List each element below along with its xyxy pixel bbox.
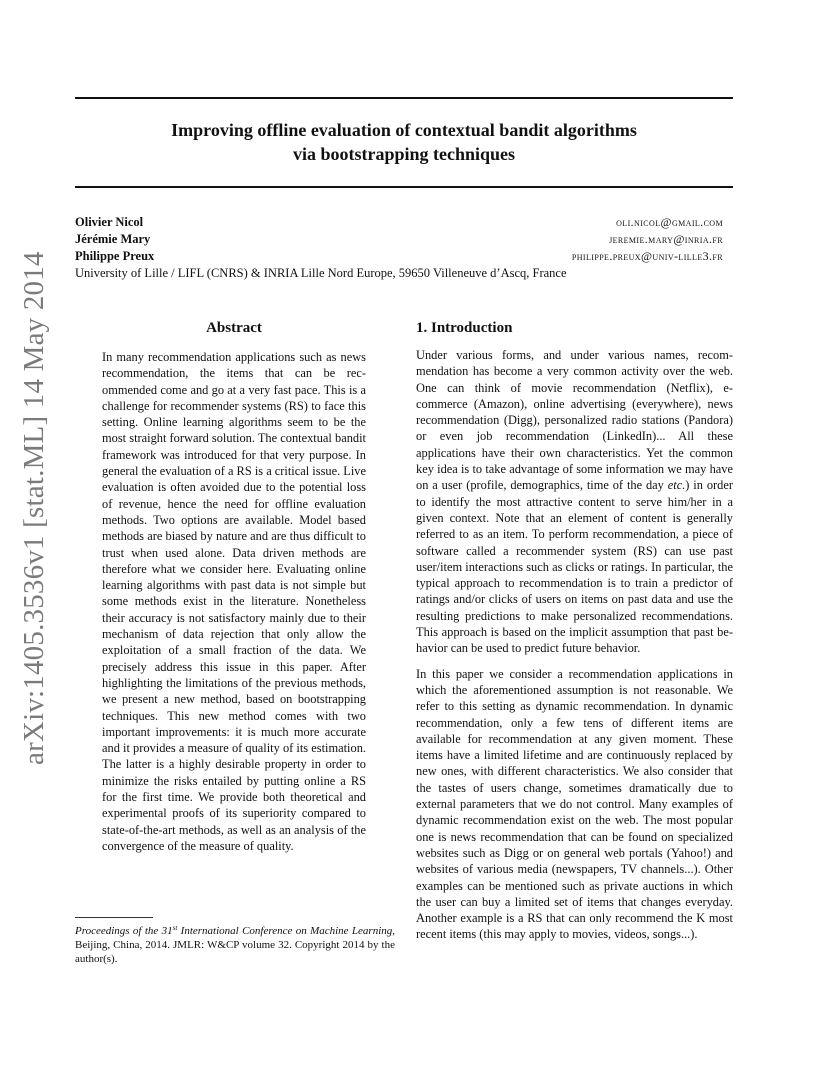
paper-title-line-1: Improving offline evaluation of contextual bandit algorithms (171, 120, 637, 140)
author-email: philippe.preux@univ-lille3.fr (571, 249, 723, 263)
author-affiliation: University of Lille / LIFL (CNRS) & INRIA Lille Nord Europe, 59650 Villeneuve d’Ascq, France (75, 266, 567, 280)
footnote-rule (75, 917, 153, 918)
author-name: Olivier Nicol (75, 215, 144, 229)
footnote-venue (75, 925, 392, 937)
footnote-ordinal-suffix: st (172, 924, 178, 932)
author-row (75, 214, 723, 230)
author-name: Jérémie Mary (75, 232, 151, 246)
abstract-paragraph: In many recommendation applications such as news recommendation, the items that can be recommended come and go at a very fast pace. This is a challenge for recommender systems (RS) to face this setting. Online learning algorithms seem to be the most straight forward solution. The contextual bandit framework was introduced for that very purpose. In general the evaluation of a RS is a critical issue. Live evaluation is often avoided due to the potential loss of revenue, hence the need for offline evaluation methods. Two options are available. Model based methods are biased by nature and are thus difficult to trust when used alone. Data driven methods are therefore what we consider here. Evaluating online learning algorithms with past data is not simple but some methods exist in the literature. Nonetheless their accuracy is not satisfactory mainly due to their mechanism of data rejection that only allow the exploitation of a small fraction of the data. We precisely address this issue in this paper. After highlighting the limitations of the previous methods, we present a new method, based on bootstrapping techniques. This new method comes with two important improvements: it is much more accurate and it provides a measure of quality of its estimation. The latter is a highly desirable property in order to minimize the risks entailed by putting online a RS for the first time. We provide both theoretical and experimental proofs of its superiority compared to state-of-the-art methods, as well as an analysis of the convergence of the measure of quality. (102, 350, 366, 853)
paper-title-line-2: via bootstrapping techniques (292, 144, 516, 164)
intro-text-segment: Under various forms, and under various names, recommendation has become a very common activity over the web. One can think of movie recommendation (Netflix), e-commerce (Amazon), online advertising (everywhere), news recommendation (Digg), personalized radio stations (Pandora) or even job recommendation (LinkedIn)... All these applications have their own characteristics. Yet the common key idea is to take advantage of some information we may have on a user (profile, demographics, time of the day (416, 348, 733, 493)
arxiv-identifier-stamp: arXiv:1405.3536v1 [stat.ML] 14 May 2014 (18, 251, 50, 765)
intro-text-segment: ) in order to identify the most attractive content to serve him/her in a given context. Note that an element of content is generally referred to as an item. To perform recommendation, a piece of software called a recommender system (RS) can use past user/item interactions such as clicks or ratings. In particular, the typical approach to recommendation is to train a predictor of ratings and/or clicks of users on items on past data and use the resulting predictions to make personalized recommendations. This approach is based on the implicit assumption that past behavior can be used to predict future behavior. (416, 478, 733, 656)
introduction-paragraph-1 (416, 347, 733, 657)
author-row (75, 248, 723, 264)
introduction-paragraph-2: In this paper we consider a recommendation applications in which the aforementioned assumption is not reasonable. We refer to this setting as dynamic recommendation. In dynamic recommendation, only a few tens of different items are available for recommendation at any given moment. These items have a limited lifetime and are continuously replaced by new ones, with different characteristics. We also consider that the tastes of users change, sometimes dramatically due to external parameters that we do not control. Many examples of dynamic recommendation exist on the web. The most popular one is news recommendation that can be found on specialized websites such as Digg or on general web portals (Yahoo!) and websites of various media (newspapers, TV channels...). Other examples can be mentioned such as private auctions in which the user can buy a limited set of items that changes everyday. Another example is a RS that can only recommend the K most recent items (this may apply to movies, videos, songs...). (416, 666, 733, 942)
author-email: oli.nicol@gmail.com (616, 215, 723, 229)
footnote-venue-suffix: International Conference on Machine Learning (177, 925, 393, 937)
proceedings-footnote (75, 922, 395, 966)
intro-text-italic-etc: etc. (667, 478, 686, 493)
abstract-heading: Abstract (206, 320, 262, 336)
author-name: Philippe Preux (75, 249, 155, 263)
author-email: jeremie.mary@inria.fr (609, 232, 723, 246)
author-row (75, 231, 723, 247)
introduction-body (416, 347, 733, 943)
footnote-venue-prefix: Proceedings of the 31 (75, 925, 173, 937)
title-rule-bottom (75, 186, 733, 188)
abstract-body (102, 349, 366, 854)
paper-title (75, 118, 733, 166)
footnote-details: , Beijing, China, 2014. JMLR: W&CP volume 32. Copyright 2014 by the author(s). (75, 925, 395, 965)
title-rule-top (75, 97, 733, 99)
introduction-heading: 1. Introduction (416, 320, 513, 336)
